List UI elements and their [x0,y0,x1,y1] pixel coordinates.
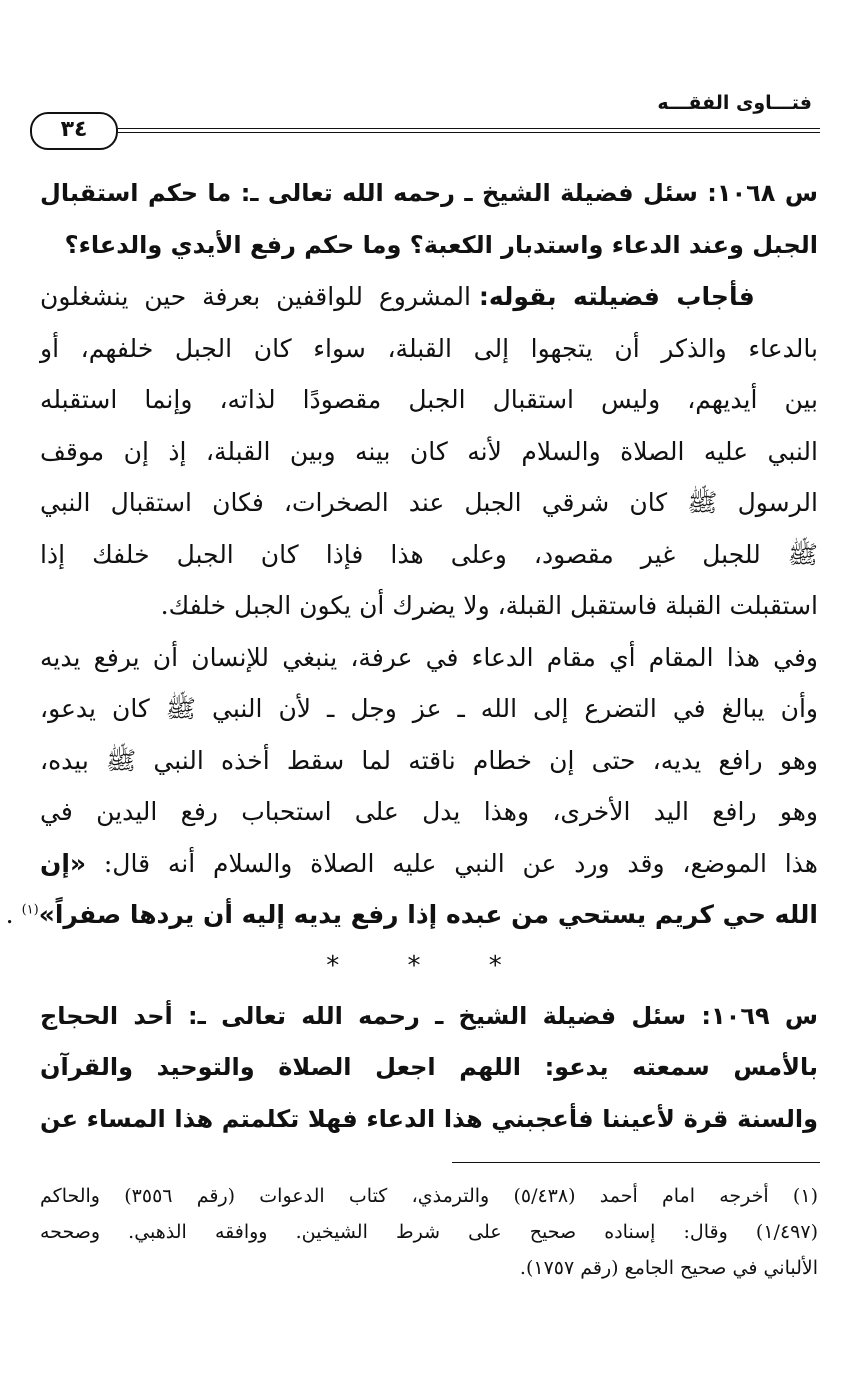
answer-1068-line-5: الرسول ﷺ كان شرقي الجبل عند الصخرات، فكان استقبال النبي [40,488,818,517]
book-title: فتـــاوى الفقـــه [657,92,812,114]
answer-line-12-text: هذا الموضع، وقد ورد عن النبي عليه الصلاة والسلام أنه قال: [86,848,818,878]
answer-1068-line-6: ﷺ للجبل غير مقصود، وعلى هذا فإذا كان الجبل خلفك إذا [40,539,818,569]
footnotes [40,1178,818,1286]
footnote-ref: (١) [21,902,39,918]
footnote-line-3: الألباني في صحيح الجامع (رقم ١٧٥٧). [519,1257,818,1279]
answer-1068-line-1 [40,271,818,323]
question-1068-line-1: س ١٠٦٨: سئل فضيلة الشيخ ـ رحمه الله تعالى ـ: ما حكم استقبال [40,179,818,207]
answer-1068-line-4: النبي عليه الصلاة والسلام لأنه كان بينه وبين القبلة، إذ إن موقف [40,436,818,466]
answer-1068-line-12 [40,838,818,890]
question-1068-line-2: الجبل وعند الدعاء واستدبار الكعبة؟ وما حكم رفع الأيدي والدعاء؟ [64,230,818,259]
answer-1068-line-9: وأن يبالغ في التضرع إلى الله ـ عز وجل ـ لأن النبي ﷺ كان يدعو، [40,694,818,723]
answer-1068-line-13 [5,889,818,941]
hadith-text: الله حي كريم يستحي من عبده إذا رفع يديه إليه أن يردها صفراً» [38,900,818,929]
answer-1068-line-3: بين أيديهم، وليس استقبال الجبل مقصودًا لذاته، وإنما استقبله [40,385,818,414]
page-number-badge: ٣٤ [30,112,118,150]
hadith-end: . [5,900,22,929]
answer-1068-line-2: بالدعاء والذكر أن يتجهوا إلى القبلة، سواء كان الجبل خلفهم، أو [40,333,818,363]
section-separator: * * * [326,950,532,981]
header-rule-double [118,132,820,133]
answer-1068-line-10: وهو رافع يديه، حتى إن خطام ناقته لما سقط أخذه النبي ﷺ بيده، [40,745,818,775]
hadith-open: «إن [40,848,87,878]
footnote-line-2: (١/٤٩٧) وقال: إسناده صحيح على شرط الشيخين. ووافقه الذهبي. وصححه [40,1221,818,1243]
footnote-rule [452,1162,820,1163]
page-header [30,86,820,148]
question-1069-line-3: والسنة قرة لأعيننا فأعجبني هذا الدعاء فهلا تكلمتم هذا المساء عن [40,1104,818,1133]
header-rule [118,128,820,129]
answer-1068-line-7: استقبلت القبلة فاستقبل القبلة، ولا يضرك أن يكون الجبل خلفك. [160,591,818,620]
answer-lead: فأجاب فضيلته بقوله: [478,282,755,311]
page-body [5,168,818,1145]
answer-1068-line-11: وهو رافع اليد الأخرى، وهذا يدل على استحباب رفع اليدين في [40,797,818,826]
question-1069-line-2: بالأمس سمعته يدعو: اللهم اجعل الصلاة والتوحيد والقرآن [40,1053,818,1081]
answer-1068-line-8: وفي هذا المقام أي مقام الدعاء في عرفة، ينبغي للإنسان أن يرفع يديه [40,642,818,672]
answer-line-1-rest: المشروع للواقفين بعرفة حين ينشغلون [40,282,479,311]
question-1069-line-1: س ١٠٦٩: سئل فضيلة الشيخ ـ رحمه الله تعالى ـ: أحد الحجاج [40,1001,818,1030]
footnote-line-1: (١) أخرجه امام أحمد (٥/٤٣٨) والترمذي، كتاب الدعوات (رقم ٣٥٥٦) والحاكم [40,1185,818,1207]
